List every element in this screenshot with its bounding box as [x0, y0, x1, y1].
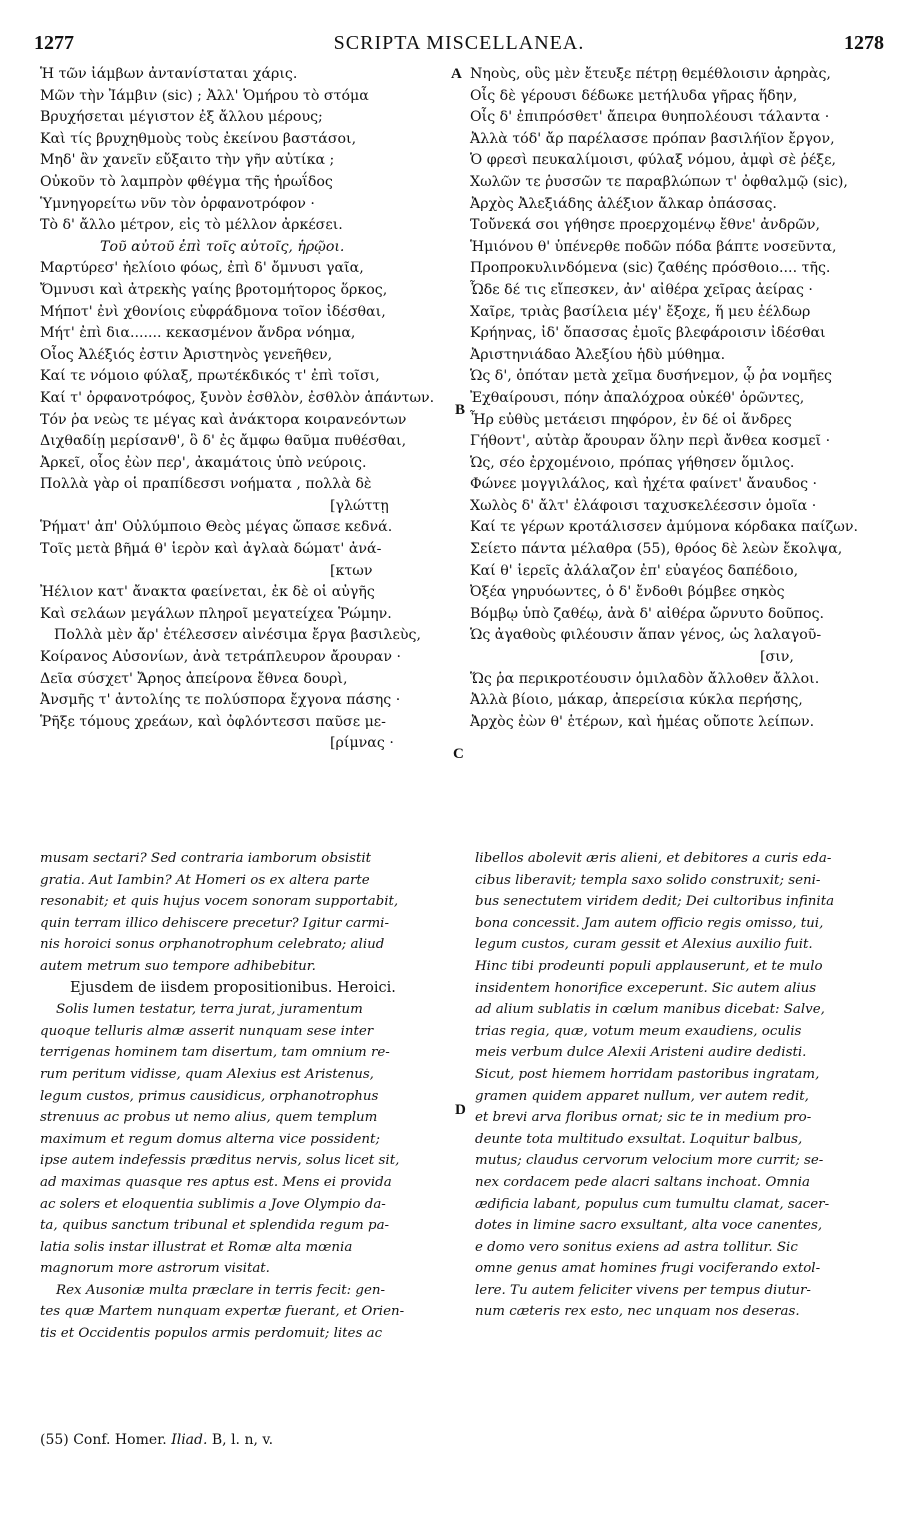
- prose-line: legum custos, curam gessit et Alexius auxilio fuit.: [475, 937, 813, 953]
- verse-line: Μηδ' ἂν χανεῖν εὔξαιτο τὴν γῆν αὐτίκα ;: [40, 152, 335, 169]
- prose-line: Ejusdem de iisdem propositionibus. Heroici.: [70, 979, 396, 996]
- prose-line: autem metrum suo tempore adhibebitur.: [40, 958, 316, 974]
- prose-line: Solis lumen testatur, terra jurat, juramentum: [56, 1002, 363, 1018]
- greek-verse-right-column: [470, 64, 890, 733]
- verse-line: Οὐκοῦν τὸ λαμπρὸν φθέγμα τῆς ἡρωΐδος: [40, 173, 333, 190]
- verse-line: Μήτ' ἐπὶ δια....... κεκασμένον ἄνδρα νόημα,: [40, 325, 356, 342]
- running-header: [34, 32, 884, 62]
- section-marker-b: B: [455, 402, 466, 418]
- prose-line: legum custos, primus causidicus, orphanotrophus: [40, 1088, 379, 1104]
- prose-line: quoque telluris almæ asserit nunquam sese inter: [40, 1023, 374, 1039]
- verse-line: Ὥς ῥα περικροτέουσιν ὁμιλαδὸν ἄλλοθεν ἄλλοι.: [470, 670, 820, 687]
- verse-line: Σείετο πάντα μέλαθρα (55), θρόος δὲ λεὼν ἔκολψα,: [470, 541, 843, 558]
- verse-line: Ἦρ εὐθὺς μετάεισι πηφόρον, ἐν δέ οἱ ἄνδρες: [470, 411, 792, 428]
- section-marker-d: D: [455, 1102, 466, 1118]
- prose-line: quin terram illico dehiscere precetur? Igitur carmi-: [40, 915, 389, 931]
- greek-verse-left-column: [40, 64, 460, 755]
- verse-line: Οἷς δ' ἐπιπρόσθετ' ἄπειρα θυηπολέουσι τάλαντα ·: [470, 109, 830, 126]
- prose-line: Hinc tibi prodeunti populi applauserunt, et te mulo: [475, 958, 823, 974]
- prose-line: strenuus ac probus ut nemo alius, quem templum: [40, 1110, 378, 1126]
- verse-line: Ἀλλὰ τόδ' ἄρ παρέλασσε πρόπαν βασιλήϊον ἔργον,: [470, 130, 835, 147]
- verse-line: Ὀξέα γηρυόωντες, ὁ δ' ἔνδοθι βόμβεε σηκὸς: [470, 584, 785, 601]
- verse-line: Ὑμνηγορείτω νῦν τὸν ὀρφανοτρόφον ·: [40, 195, 315, 212]
- latin-translation-left-column: [40, 848, 452, 1345]
- page-number-right: 1278: [844, 32, 884, 54]
- prose-line: rum peritum vidisse, quam Alexius est Aristenus,: [40, 1066, 374, 1082]
- verse-line: Μαρτύρεσ' ἠελίοιο φόως, ἐπὶ δ' ὄμνυσι γαῖα,: [40, 260, 364, 277]
- verse-line: Ἀρχὸς ἐὼν θ' ἑτέρων, καὶ ἡμέας οὔποτε λείπων.: [470, 713, 815, 730]
- prose-line: ædificia labant, populus cum tumultu clamat, sacer-: [475, 1196, 830, 1212]
- prose-line: nex cordacem pede alacri saltans inchoat. Omnia: [475, 1174, 810, 1190]
- prose-line: Rex Ausoniæ multa præclare in terris fecit: gen-: [56, 1282, 386, 1298]
- verse-line: [σιν,: [760, 649, 794, 666]
- verse-line: Οἷος Ἀλέξιός ἐστιν Ἀριστηνὸς γενεῆθεν,: [40, 346, 333, 363]
- verse-line: Ἀρχὸς Ἀλεξιάδης ἀλέξιον ἄλκαρ ὀπάσσας.: [470, 195, 777, 212]
- prose-line: ac solers et eloquentia sublimis a Jove Olympio da-: [40, 1196, 386, 1212]
- verse-line: Ὡς δ', ὁπόταν μετὰ χεῖμα δυσήνεμον, ᾧ ῥα νομῆες: [470, 368, 832, 385]
- verse-line: Τοὔνεκά σοι γήθησε προερχομένῳ ἔθνε' ἀνδρῶν,: [470, 217, 821, 234]
- prose-line: magnorum more astrorum visitat.: [40, 1261, 270, 1277]
- prose-line: num cæteris rex esto, nec unquam nos deseras.: [475, 1304, 800, 1320]
- verse-line: Ἡ τῶν ἰάμβων ἀντανίσταται χάρις.: [40, 66, 298, 82]
- prose-line: omne genus amat homines frugi vociferando extol-: [475, 1261, 821, 1277]
- prose-line: insidentem honorifice exceperunt. Sic autem alius: [475, 980, 817, 996]
- verse-line: Ἠέλιον κατ' ἄνακτα φαείνεται, ἐκ δὲ οἱ αὐγῆς: [40, 584, 375, 601]
- verse-line: Χωλῶν τε ῥυσσῶν τε παραβλώπων τ' ὀφθαλμῷ (sic),: [470, 173, 848, 190]
- prose-line: mutus; claudus cervorum velocium more currit; se-: [475, 1153, 824, 1169]
- section-marker-c: C: [453, 746, 464, 762]
- verse-line: Καί θ' ἱερεῖς ἀλάλαζον ἐπ' εὐαγέος δαπέδοιο,: [470, 562, 799, 579]
- verse-line: Τόν ῥα νεὼς τε μέγας καὶ ἀνάκτορα κοιρανεόντων: [40, 411, 407, 428]
- verse-line: Ἀνσμῆς τ' ἀντολίης τε πολύσπορα ἔχγονα πάσης ·: [40, 692, 401, 709]
- prose-line: ad maximas quasque res aptus est. Mens ei provida: [40, 1174, 392, 1190]
- verse-line: Πολλὰ γὰρ οἱ πραπίδεσσι νοήματα , πολλὰ δὲ: [40, 476, 372, 493]
- prose-line: bona concessit. Jam autem officio regis omisso, tui,: [475, 915, 824, 931]
- verse-line: Τὸ δ' ἄλλο μέτρον, εἰς τὸ μέλλον ἀρκέσει.: [40, 217, 343, 234]
- prose-line: gratia. Aut Iambin? At Homeri os ex altera parte: [40, 872, 370, 888]
- prose-line: maximum et regum domus alterna vice possident;: [40, 1131, 380, 1147]
- verse-line: Καί τε νόμοιο φύλαξ, πρωτέκδικός τ' ἐπὶ τοῖσι,: [40, 368, 380, 385]
- verse-line: Ὡς, σέο ἐρχομένοιο, πρόπας γήθησεν ὅμιλος.: [470, 454, 795, 471]
- prose-line: resonabit; et quis hujus vocem sonoram supportabit,: [40, 894, 399, 910]
- verse-line: [ρίμνας ·: [330, 735, 394, 752]
- prose-line: trias regia, quæ, votum meum exaudiens, oculis: [475, 1023, 802, 1039]
- prose-line: ipse autem indefessis præditus nervis, solus licet sit,: [40, 1153, 400, 1169]
- verse-line: Πολλὰ μὲν ἄρ' ἐτέλεσσεν αἰνέσιμα ἔργα βασιλεὺς,: [54, 627, 421, 644]
- verse-line: Νηοὺς, οὓς μὲν ἔτευξε πέτρῃ θεμέθλοισιν ἀρηρὰς,: [470, 66, 831, 82]
- verse-line: Ἀριστηνιάδαο Ἀλεξίου ἡδὺ μύθημα.: [470, 346, 726, 363]
- verse-line: Γήθοντ', αὐτὰρ ἄρουραν ὅλην περὶ ἄνθεα κοσμεῖ ·: [470, 433, 831, 450]
- verse-line: Ῥῆξε τόμους χρεάων, καὶ ὀφλόντεσσι παῦσε με-: [40, 713, 386, 730]
- prose-line: libellos abolevit æris alieni, et debitores a curis eda-: [475, 851, 832, 866]
- verse-line: Οἷς δὲ γέρουσι δέδωκε μετήλυδα γῆρας ἥδην,: [470, 87, 798, 104]
- prose-line: ad alium sublatis in cœlum manibus dicebat: Salve,: [475, 1002, 825, 1018]
- verse-line: Κοίρανος Αὐσονίων, ἀνὰ τετράπλευρον ἄρουραν ·: [40, 649, 401, 666]
- verse-line: Τοῖς μετὰ βῆμά θ' ἱερὸν καὶ ἀγλαὰ δώματ' ἀνά-: [40, 541, 382, 558]
- verse-line: [γλώττῃ: [330, 497, 389, 514]
- prose-line: bus senectutem viridem dedit; Dei cultoribus infinita: [475, 894, 835, 910]
- prose-line: tis et Occidentis populos armis perdomuit; lites ac: [40, 1326, 383, 1342]
- verse-line: Διχθαδίῃ μερίσανθ', ὃ δ' ἐς ἄμφω θαῦμα πυθέσθαι,: [40, 433, 407, 450]
- prose-line: tes quæ Martem nunquam expertæ fuerant, et Orien-: [40, 1304, 405, 1320]
- verse-line: Ὧδε δέ τις εἴπεσκεν, ἀν' αἰθέρα χεῖρας ἀείρας ·: [470, 281, 813, 298]
- section-marker-a: A: [451, 66, 462, 82]
- verse-line: Ἐχθαίρουσι, πόην ἀπαλόχροα οὐκέθ' ὁρῶντες,: [470, 389, 805, 406]
- prose-line: cibus liberavit; templa saxo solido construxit; seni-: [475, 872, 821, 888]
- verse-line: Προπροκυλινδόμενα (sic) ζαθέης πρόσθοιο.... τῆς.: [470, 260, 831, 277]
- prose-line: et brevi arva floribus ornat; sic te in medium pro-: [475, 1110, 812, 1126]
- verse-line: Χωλὸς δ' ἄλτ' ἐλάφοισι ταχυσκελέεσσιν ὁμοῖα ·: [470, 497, 817, 514]
- prose-line: gramen quidem apparet nullum, ver autem redit,: [475, 1088, 809, 1104]
- latin-translation-right-column: [475, 848, 890, 1323]
- prose-line: meis verbum dulce Alexii Aristeni audire dedisti.: [475, 1045, 807, 1061]
- prose-line: deunte tota multitudo exsultat. Loquitur balbus,: [475, 1131, 803, 1147]
- verse-line: Ῥήματ' ἀπ' Οὐλύμποιο Θεὸς μέγας ὤπασε κεδνά.: [40, 519, 393, 536]
- prose-line: Sicut, post hiemem horridam pastoribus ingratam,: [475, 1066, 820, 1082]
- footnote-prefix: (55) Conf. Homer.: [40, 1432, 167, 1448]
- verse-line: Φώνεε μογγιλάλος, καὶ ἠχέτα φαίνετ' ἄναυδος ·: [470, 476, 818, 493]
- verse-line: Ὁ φρεσὶ πευκαλίμοισι, φύλαξ νόμου, ἀμφὶ σὲ ῥέξε,: [470, 152, 836, 169]
- prose-line: musam sectari? Sed contraria iamborum obsistit: [40, 851, 371, 866]
- prose-line: ta, quibus sanctum tribunal et splendida regum pa-: [40, 1218, 390, 1234]
- verse-line: Τοῦ αὐτοῦ ἐπὶ τοῖς αὐτοῖς, ἡρῷοι.: [100, 238, 345, 255]
- footnote-ref: B, l. n, v.: [211, 1432, 274, 1448]
- verse-line: Κρήηνας, ἰδ' ὄπασσας ἐμοῖς βλεφάροισιν ἰδέσθαι: [470, 325, 826, 342]
- prose-line: lere. Tu autem feliciter vivens per tempus diutur-: [475, 1282, 811, 1298]
- verse-line: Βρυχήσεται μέγιστον ἐξ ἄλλου μέρους;: [40, 109, 323, 126]
- verse-line: Μήποτ' ἐνὶ χθονίοις εὐφράδμονα τοῖον ἰδέσθαι,: [40, 303, 386, 320]
- verse-line: Δεῖα σύσχετ' Ἄρηος ἀπείρονα ἔθνεα δουρὶ,: [40, 670, 348, 687]
- verse-line: Καὶ τίς βρυχηθμοὺς τοὺς ἐκείνου βαστάσοι,: [40, 130, 357, 147]
- prose-line: terrigenas hominem tam disertum, tam omnium re-: [40, 1045, 390, 1061]
- running-title: SCRIPTA MISCELLANEA.: [333, 32, 585, 54]
- verse-line: Ὡς ἀγαθοὺς φιλέουσιν ἅπαν γένος, ὡς λαλαγοῦ-: [470, 627, 822, 644]
- verse-line: [κτων: [330, 562, 373, 579]
- verse-line: Καί τε γέρων κροτάλισσεν ἀμύμονα κόρδακα παίζων.: [470, 519, 859, 536]
- verse-line: Ἀρκεῖ, οἷος ἐὼν περ', ἀκαμάτοις ὑπὸ νεύροις.: [40, 454, 367, 471]
- verse-line: Ὄμνυσι καὶ ἀτρεκὴς γαίης βροτομήτορος ὅρκος,: [40, 281, 388, 298]
- verse-line: Μῶν τὴν Ἰάμβιν (sic) ; Ἀλλ' Ὁμήρου τὸ στόμα: [40, 87, 369, 104]
- verse-line: Χαῖρε, τριὰς βασίλεια μέγ' ἔξοχε, ἥ μευ ἐέλδωρ: [470, 303, 811, 320]
- prose-line: nis horoici sonus orphanotrophum celebrato; aliud: [40, 937, 385, 953]
- prose-line: dotes in limine sacro exsultant, alta voce canentes,: [475, 1218, 823, 1234]
- verse-line: Ἡμιόνου θ' ὑπένερθε ποδῶν πόδα βάπτε νοσεῦντα,: [470, 238, 837, 255]
- verse-line: Βόμβῳ ὑπὸ ζαθέῳ, ἀνὰ δ' αἰθέρα ὤρνυτο δοῦπος.: [470, 605, 825, 622]
- prose-line: latia solis instar illustrat et Romæ alta mœnia: [40, 1239, 353, 1255]
- verse-line: Καὶ σελάων μεγάλων πληροῖ μεγατείχεα Ῥώμην.: [40, 605, 392, 622]
- footnote-work: Iliad.: [171, 1432, 208, 1448]
- prose-line: e domo vero sonitus exiens ad astra tollitur. Sic: [475, 1239, 798, 1255]
- footnote: [40, 1432, 273, 1448]
- page-number-left: 1277: [34, 32, 74, 54]
- verse-line: Καί τ' ὀρφανοτρόφος, ξυνὸν ἐσθλὸν, ἐσθλὸν ἁπάντων.: [40, 389, 435, 406]
- verse-line: Ἀλλὰ βίοιο, μάκαρ, ἀπερείσια κύκλα περήσης,: [470, 692, 803, 709]
